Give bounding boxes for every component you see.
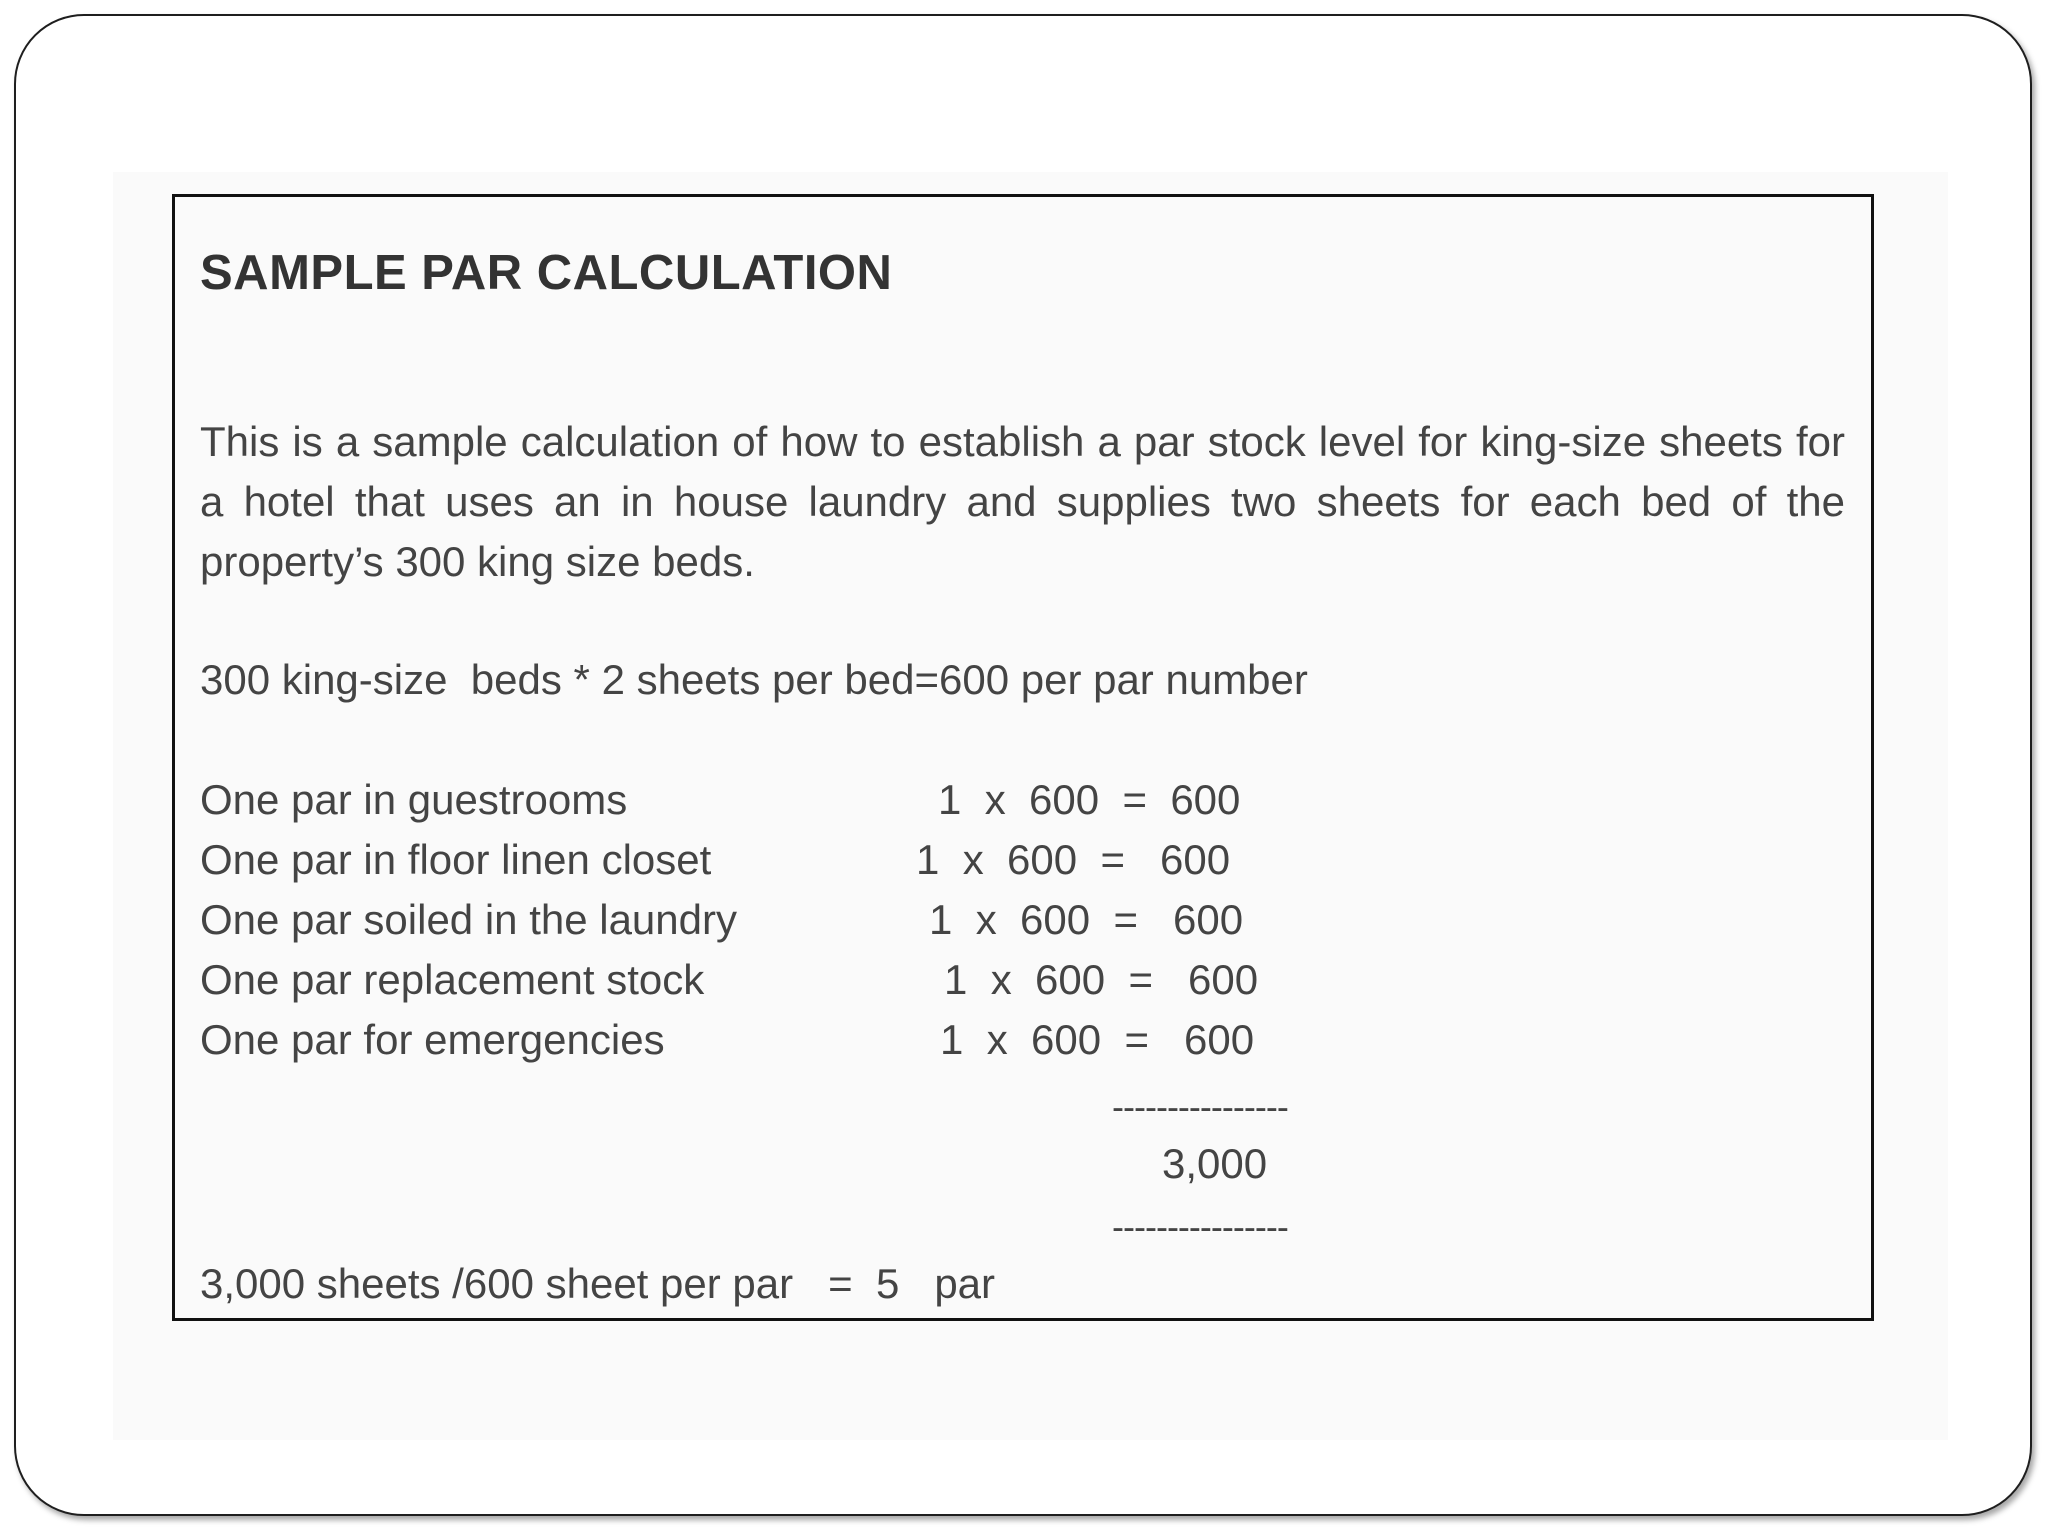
- par-formula: 300 king-size beds * 2 sheets per bed=600 per par number: [200, 656, 1308, 703]
- row-label: One par in floor linen closet: [200, 836, 712, 883]
- page-title: SAMPLE PAR CALCULATION: [200, 246, 893, 300]
- row-calculation: 1 x 600 = 600: [916, 836, 1231, 883]
- calc-row-floor-linen-closet: [200, 836, 1350, 896]
- sum-divider-bottom: ----------------: [1112, 1206, 1288, 1247]
- row-label: One par replacement stock: [200, 956, 705, 1003]
- intro-paragraph: This is a sample calculation of how to establish a par stock level for king-size sheets for a hotel that uses an in house laundry and supplies two sheets for each bed of the property’s 300 king size beds.: [200, 418, 1845, 585]
- calc-row-soiled-laundry: [200, 896, 1350, 956]
- calc-row-guestrooms: [200, 776, 1350, 836]
- sum-divider-top: ----------------: [1112, 1086, 1288, 1127]
- row-calculation: 1 x 600 = 600: [929, 896, 1244, 943]
- calc-row-emergencies: [200, 1016, 1350, 1076]
- row-label: One par for emergencies: [200, 1016, 665, 1063]
- row-calculation: 1 x 600 = 600: [938, 776, 1241, 823]
- par-result: 3,000 sheets /600 sheet per par = 5 par: [200, 1260, 996, 1307]
- sum-total: 3,000: [1162, 1140, 1268, 1187]
- calc-row-replacement-stock: [200, 956, 1350, 1016]
- row-label: One par soiled in the laundry: [200, 896, 737, 943]
- row-label: One par in guestrooms: [200, 776, 628, 823]
- calculation-box: [172, 194, 1874, 1321]
- row-calculation: 1 x 600 = 600: [940, 1016, 1255, 1063]
- row-calculation: 1 x 600 = 600: [944, 956, 1259, 1003]
